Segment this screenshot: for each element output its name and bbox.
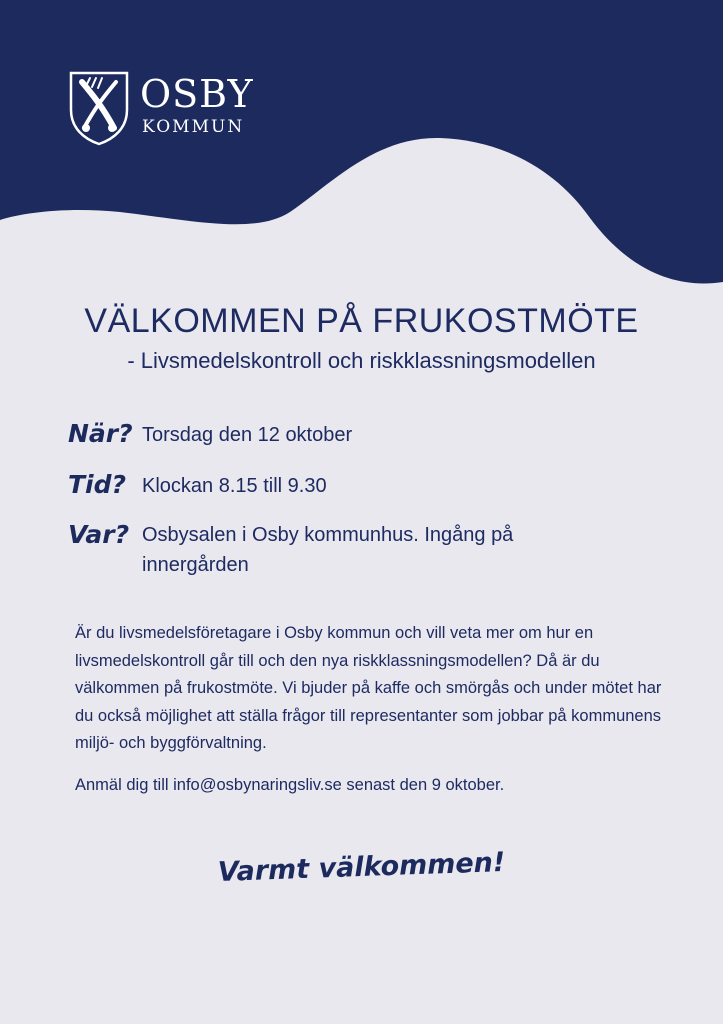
page-subtitle: - Livsmedelskontroll och riskklassningsmodellen [127, 348, 596, 373]
where-label: Var? [68, 520, 130, 549]
logo-wordmark: OSBY [140, 72, 254, 116]
closing-greeting: Varmt välkommen! [217, 846, 506, 889]
time-value: Klockan 8.15 till 9.30 [142, 475, 327, 497]
coat-of-arms-icon [68, 70, 130, 146]
when-label: När? [68, 419, 133, 448]
where-value: Osbysalen i Osby kommunhus. Ingång på innergården [142, 524, 514, 576]
osby-kommun-logo [68, 70, 268, 150]
time-label: Tid? [68, 470, 127, 499]
page-title: VÄLKOMMEN PÅ FRUKOSTMÖTE [84, 302, 639, 340]
signup-instruction: Anmäl dig till info@osbynaringsliv.se senast den 9 oktober. [75, 776, 505, 794]
description-paragraph: Är du livsmedelsföretagare i Osby kommun och vill veta mer om hur en livsmedelskontroll går till och den nya riskklassningsmodellen? Då är du välkommen på frukostmöte. Vi bjuder på kaffe och smörgås och under mötet har du också möjlighet att ställa frågor till representanter som jobbar på kommunens miljö- och byggförvaltning. [75, 624, 662, 752]
when-value: Torsdag den 12 oktober [142, 424, 353, 446]
logo-subtitle: KOMMUN [142, 117, 245, 137]
